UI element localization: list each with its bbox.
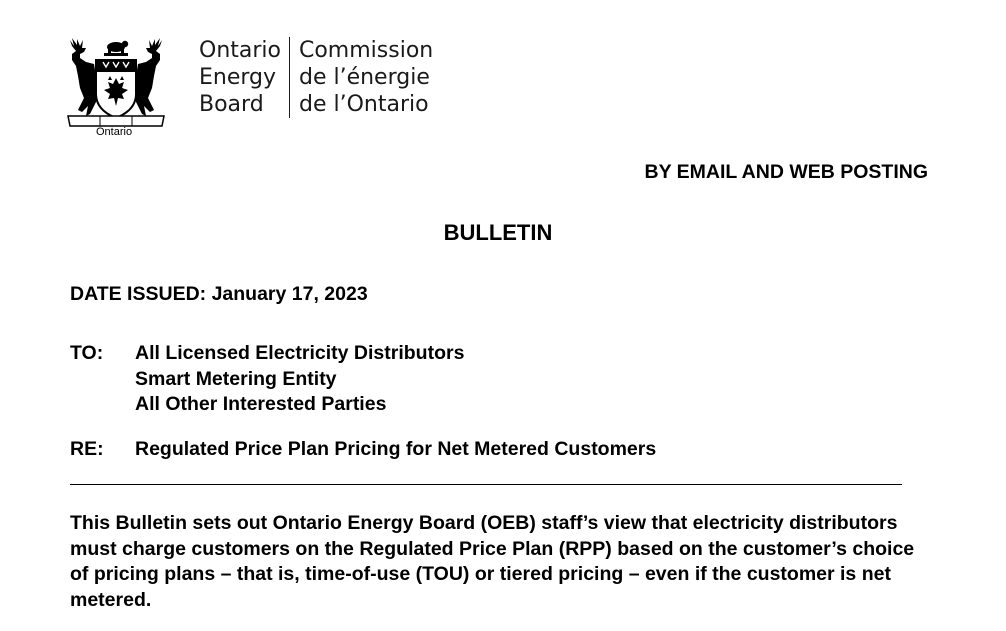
recipient-item: All Other Interested Parties bbox=[135, 393, 387, 415]
shield-icon bbox=[96, 60, 136, 118]
crest-caption: Ontario bbox=[96, 126, 133, 138]
recipient-item: Smart Metering Entity bbox=[135, 367, 337, 390]
org-name-fr-line: Commission bbox=[298, 38, 434, 63]
date-issued: DATE ISSUED: January 17, 2023 bbox=[70, 283, 368, 305]
org-name-fr-line: de l’énergie bbox=[298, 65, 430, 90]
org-name-en-line: Board bbox=[199, 92, 264, 117]
distribution-notice: BY EMAIL AND WEB POSTING bbox=[644, 161, 928, 183]
org-name-en-line: Ontario bbox=[199, 38, 281, 63]
to-label: TO: bbox=[70, 342, 104, 364]
deer-supporter-right-icon bbox=[136, 38, 162, 116]
recipient-item: All Licensed Electricity Distributors bbox=[135, 342, 465, 364]
organization-name bbox=[199, 37, 433, 118]
organization-name-french bbox=[290, 37, 433, 118]
organization-name-english bbox=[199, 37, 290, 118]
document-title: BULLETIN bbox=[443, 220, 553, 245]
motto-ribbon bbox=[68, 116, 164, 126]
re-label: RE: bbox=[70, 438, 104, 460]
horizontal-divider bbox=[70, 484, 902, 485]
subject-line: Regulated Price Plan Pricing for Net Metered Customers bbox=[135, 438, 657, 460]
recipient-list bbox=[135, 341, 464, 418]
org-name-en-line: Energy bbox=[199, 65, 277, 90]
bear-crest-icon bbox=[104, 41, 128, 56]
org-name-fr-line: de l’Ontario bbox=[298, 92, 429, 117]
summary-paragraph: This Bulletin sets out Ontario Energy Board (OEB) staff’s view that electricity distributors must charge customers on the Regulated Price Plan (RPP) based on the customer’s choice of pricing plans – that is, time-of-use (TOU) or tiered pricing – even if the customer is net metered. bbox=[70, 512, 915, 611]
moose-supporter-left-icon bbox=[70, 38, 96, 116]
